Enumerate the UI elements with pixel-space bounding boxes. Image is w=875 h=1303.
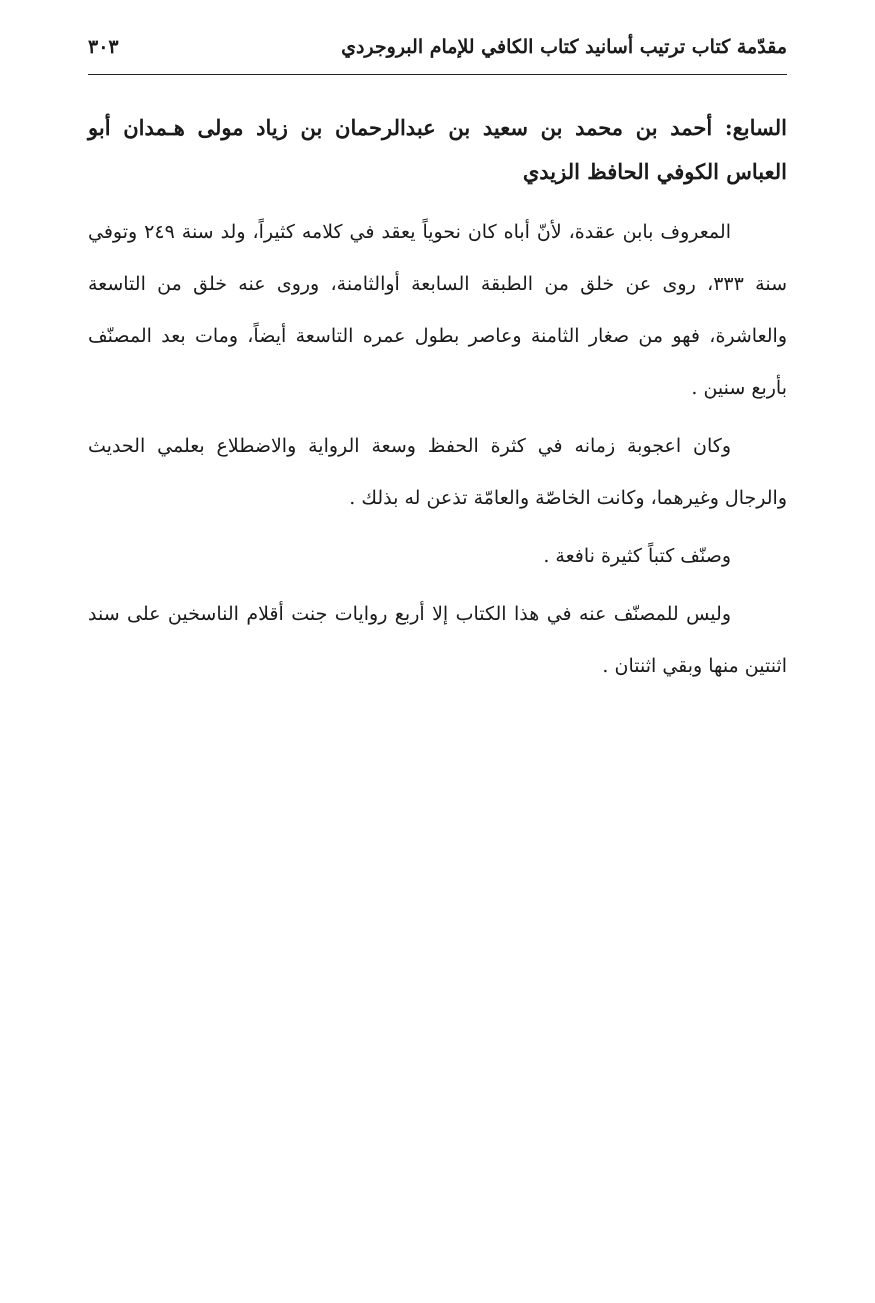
paragraph-biography: المعروف بابن عقدة، لأنّ أباه كان نحوياً يعقد في كلامه كثيراً، ولد سنة ٢٤٩ وتوفي سنة ٣٣٣، روى عن خلق من الطبقة السابعة أوالثامنة، وروى عنه خلق من التاسعة والعاشرة، فهو من صغار الثامنة وعاصر بطول عمره التاسعة أيضاً، ومات بعد المصنّف بأربع سنين . (88, 221, 787, 399)
running-title: مقدّمة كتاب ترتيب أسانيد كتاب الكافي للإمام البروجردي (341, 36, 787, 58)
paragraph-reputation: وكان اعجوبة زمانه في كثرة الحفظ وسعة الرواية والاضطلاع بعلمي الحديث والرجال وغيرهما، وكانت الخاصّة والعامّة تذعن له بذلك . (88, 435, 787, 509)
page-header (88, 34, 787, 75)
paragraph-narrations: وليس للمصنّف عنه في هذا الكتاب إلا أربع روايات جنت أقلام الناسخين على سند اثنتين منها وبقي اثنتان . (88, 603, 787, 677)
entry-heading: السابع: أحمد بن محمد بن سعيد بن عبدالرحمان بن زياد مولى هـمدان أبو العباس الكوفي الحافظ الزيدي (88, 115, 787, 184)
paragraph-works: وصنّف كتباً كثيرة نافعة . (543, 545, 731, 567)
page-body (88, 106, 787, 698)
page-number: ٣٠٣ (88, 36, 119, 58)
